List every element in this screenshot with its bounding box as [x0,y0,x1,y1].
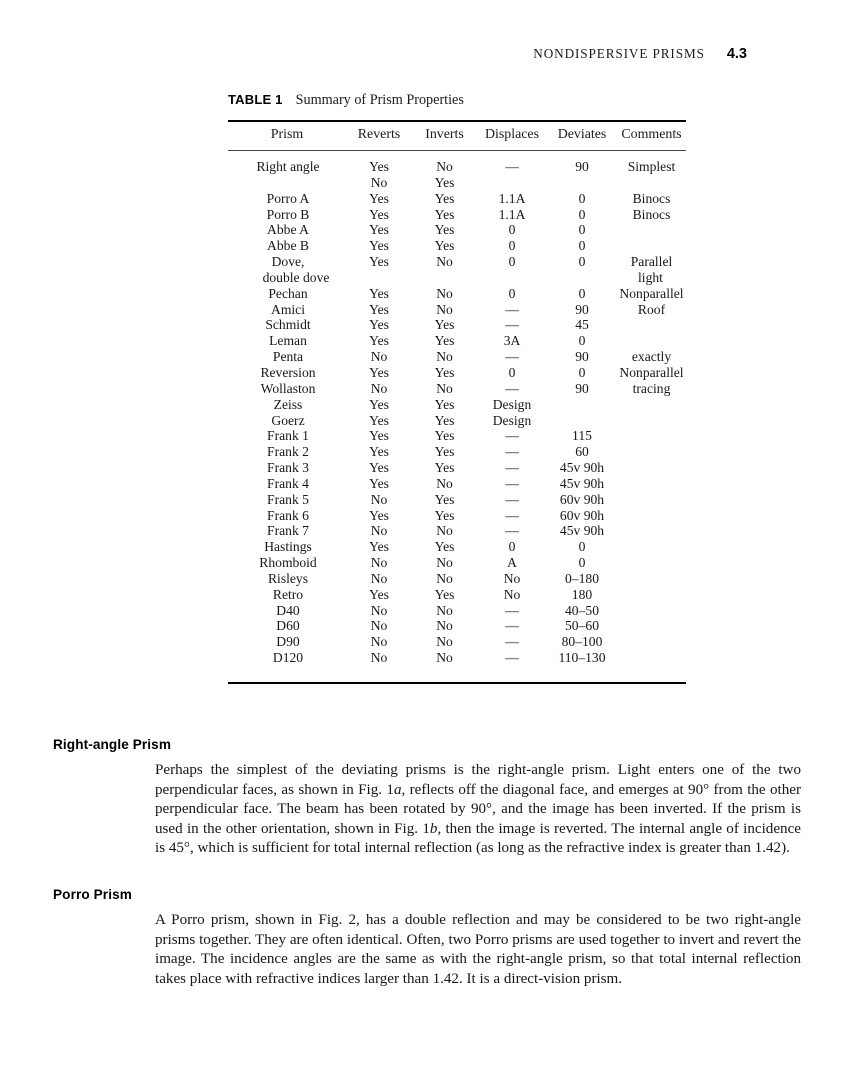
table-cell-inverts: No [436,159,453,174]
table-cell-displaces [477,270,547,286]
table-row [228,397,686,413]
table-cell-inverts: No [436,475,453,491]
table-cell-inverts: Yes [434,412,455,428]
table-cell-inverts: No [436,555,453,571]
table-cell-displaces: 3A [503,333,521,349]
table-cell-prism: D40 [276,602,300,618]
table-cell-deviates: 0–180 [565,570,599,586]
table-row [228,650,686,666]
section-heading: Right-angle Prism [53,737,172,752]
table-cell-displaces: — [505,428,519,444]
table-cell-reverts: Yes [369,238,389,254]
table-cell-deviates: 50–60 [565,618,599,634]
table-cell-reverts: Yes [369,396,389,412]
table-cell-displaces: — [505,349,519,365]
table-cell-reverts: No [370,380,388,396]
table-cell-comments [617,444,686,460]
table-cell-displaces: — [505,380,519,396]
table-cell-deviates: 45v 90h [559,460,605,476]
table-bottom-spacer [228,666,686,683]
table-row [228,222,686,238]
section-heading: Porro Prism [53,887,132,902]
table-cell-reverts: Yes [369,444,389,460]
table-cell-deviates: 40–50 [565,602,599,618]
table-cell-displaces: — [505,507,519,523]
table-cell-displaces: — [505,317,519,333]
table-cell-reverts: Yes [369,586,389,602]
table-cell-reverts: No [370,523,388,539]
table-cell-prism: Frank 4 [267,475,309,491]
table-cell-inverts: Yes [434,507,455,523]
table-cell-comments [617,492,686,508]
table-cell-inverts: No [436,349,453,365]
table-cell-reverts: No [370,349,388,365]
table-cell-inverts [412,270,477,286]
table-cell-deviates: 0 [578,285,586,301]
table-cell-comments: Roof [637,301,666,317]
table-cell-deviates [547,270,617,286]
table-cell-inverts: Yes [434,364,455,380]
table-row [228,151,686,175]
table-cell-reverts: Yes [369,222,389,238]
section-right-angle-prism [53,737,801,859]
table-cell-displaces: — [505,460,519,476]
prism-properties-table [228,120,686,684]
table-cell-inverts: Yes [434,586,455,602]
table-cell-displaces: — [505,602,519,618]
table-cell-prism: D120 [272,650,304,666]
table-cell-deviates: 0 [578,190,586,206]
table-row [228,428,686,444]
table-cell-comments [617,603,686,619]
table-cell-inverts: Yes [434,190,455,206]
table-cell-comments [617,476,686,492]
table-cell-prism: Abbe A [267,222,309,238]
table-cell-deviates: 0 [578,555,586,571]
table-cell-prism: Dove, [271,254,305,270]
table-cell-comments: Binocs [632,190,671,206]
table-header-row [228,121,686,151]
table-cell-prism: D60 [276,618,300,634]
table-cell-deviates [547,397,617,413]
table-cell-prism: double dove [262,269,330,285]
table-cell-reverts: Yes [369,412,389,428]
table-row [228,333,686,349]
table-cell-inverts: No [436,602,453,618]
table-cell-displaces [477,175,547,191]
spacer-cell [617,666,686,683]
table-cell-deviates: 90 [575,380,589,396]
table-cell-comments [617,555,686,571]
table-cell-prism: Right angle [256,159,320,174]
table-cell-reverts: Yes [369,333,389,349]
table-cell-displaces: 0 [508,539,516,555]
table-cell-displaces: 0 [508,238,516,254]
table-row [228,238,686,254]
table-cell-deviates: 90 [575,159,589,174]
table-cell-reverts: Yes [369,254,389,270]
table-cell-comments: Nonparallel [619,285,684,301]
table-cell-deviates: 0 [578,333,586,349]
table-cell-comments [617,428,686,444]
table-cell-reverts: No [370,650,388,666]
table-cell-inverts: No [436,618,453,634]
table-cell-inverts: No [436,254,453,270]
table-label: TABLE 1 [228,92,283,107]
table-row [228,508,686,524]
table-cell-comments [617,618,686,634]
table-cell-prism: Zeiss [273,396,303,412]
table-cell-inverts: Yes [434,206,455,222]
table-cell-comments: exactly [631,349,672,365]
table-cell-reverts [346,270,412,286]
table-cell-displaces: 1.1A [498,206,526,222]
table-cell-prism: Porro B [266,206,310,222]
table-cell-inverts: Yes [434,396,455,412]
table-cell-prism: Hastings [264,539,312,555]
table-body [228,151,686,683]
table-cell-deviates: 90 [575,301,589,317]
column-header-deviates: Deviates [557,127,607,142]
table-cell-reverts: No [370,491,388,507]
table-cell-reverts: Yes [369,301,389,317]
table-cell-deviates: 45v 90h [559,523,605,539]
table-cell-prism: Frank 2 [267,444,309,460]
table-cell-deviates: 90 [575,349,589,365]
table-cell-inverts: Yes [434,238,455,254]
table-cell-comments [617,333,686,349]
table-cell-deviates: 60v 90h [559,491,605,507]
table-cell-displaces: — [505,634,519,650]
table-cell-inverts: Yes [434,317,455,333]
table-cell-reverts: No [370,174,388,190]
table-cell-inverts: Yes [434,174,455,190]
table-cell-deviates: 0 [578,238,586,254]
figure-reference: a [393,781,402,798]
table-cell-deviates: 0 [578,222,586,238]
table-cell-reverts: Yes [369,460,389,476]
table-cell-prism: D90 [276,634,300,650]
table-cell-deviates: 115 [572,428,592,444]
table-cell-displaces: Design [492,412,532,428]
table-cell-displaces: No [503,570,521,586]
table-cell-prism: Pechan [268,285,308,301]
table-cell-inverts: Yes [434,444,455,460]
spacer-cell [346,666,412,683]
table-cell-reverts: Yes [369,206,389,222]
table-cell-comments: Simplest [627,159,676,174]
table-cell-comments [617,634,686,650]
table-cell-inverts: Yes [434,491,455,507]
table-row [228,207,686,223]
table-row [228,444,686,460]
table-cell-inverts: No [436,380,453,396]
table-cell-comments [617,523,686,539]
table-cell-displaces: A [507,555,517,571]
table-cell-displaces: 0 [508,364,516,380]
table-cell-inverts: No [436,301,453,317]
table-cell-prism: Frank 5 [267,491,309,507]
prism-properties-table-block [228,92,686,684]
table-cell-displaces: — [505,301,519,317]
table-cell-comments [617,539,686,555]
table-cell-reverts: Yes [369,428,389,444]
table-cell-prism: Reversion [260,364,316,380]
table-cell-displaces: 0 [508,222,516,238]
table-cell-comments [617,508,686,524]
table-cell-displaces: 0 [508,285,516,301]
table-cell-prism: Amici [271,301,305,317]
table-cell-deviates: 110–130 [558,650,606,666]
table-cell-prism: Goerz [271,412,305,428]
table-cell-deviates: 80–100 [561,634,603,650]
column-header-displaces: Displaces [484,127,539,142]
table-cell-prism: Porro A [266,190,310,206]
section-paragraph: Perhaps the simplest of the deviating prisms is the right-angle prism. Light enters one of the two perpendicular faces, as shown in Fig. 1a, reflects off the diagonal face, and emerges at 90° from the other perpendicular face. The beam has been rotated by 90°, and the image has been inverted. If the prism is used in the other orientation, shown in Fig. 1b, then the image is reverted. The internal angle of incidence is 45°, which is sufficient for total internal reflection (as long as the refractive index is greater than 1.42). [155,762,801,857]
table-cell-deviates: 60v 90h [559,507,605,523]
table-cell-displaces: — [505,650,519,666]
table-cell-reverts: No [370,555,388,571]
table-cell-displaces: 0 [508,254,516,270]
figure-reference: b [429,820,438,837]
table-cell-inverts: Yes [434,222,455,238]
table-cell-comments: Nonparallel [619,364,684,380]
table-cell-inverts: Yes [434,539,455,555]
table-cell-displaces: — [505,159,519,174]
running-head-title: NONDISPERSIVE PRISMS [533,46,705,61]
table-cell-inverts: No [436,523,453,539]
table-cell-displaces: — [505,475,519,491]
table-cell-prism: Frank 7 [267,523,309,539]
table-cell-comments [617,571,686,587]
table-cell-comments [617,238,686,254]
table-row [228,523,686,539]
table-cell-deviates: 0 [578,254,586,270]
table-cell-deviates [547,175,617,191]
table-row [228,381,686,397]
column-header-reverts: Reverts [357,127,401,142]
table-row [228,413,686,429]
column-header-comments: Comments [621,127,682,142]
section-porro-prism [53,887,801,989]
table-cell-comments [617,222,686,238]
table-cell-prism: Frank 1 [267,428,309,444]
table-cell-prism: Frank 6 [267,507,309,523]
table-cell-prism: Leman [269,333,307,349]
table-cell-prism: Penta [272,349,304,365]
table-cell-prism [228,175,346,191]
table-cell-comments [617,650,686,666]
spacer-cell [547,666,617,683]
table-cell-reverts: Yes [369,317,389,333]
table-cell-deviates: 45 [575,317,589,333]
table-cell-comments [617,460,686,476]
table-row [228,460,686,476]
column-header-inverts: Inverts [425,127,464,142]
table-cell-comments: Parallel [630,254,673,270]
table-cell-prism: Schmidt [265,317,311,333]
table-cell-deviates [547,413,617,429]
table-cell-displaces: No [503,586,521,602]
spacer-cell [477,666,547,683]
table-cell-comments: light [638,269,663,285]
table-cell-deviates: 0 [578,206,586,222]
table-row [228,476,686,492]
table-row [228,492,686,508]
table-row [228,254,686,270]
table-cell-inverts: No [436,570,453,586]
table-cell-prism: Wollaston [260,380,316,396]
table-cell-inverts: No [436,650,453,666]
page-number: 4.3 [726,46,747,62]
table-row [228,634,686,650]
table-cell-reverts: Yes [369,507,389,523]
table-cell-displaces: — [505,523,519,539]
table-cell-prism: Rhomboid [259,555,317,571]
table-cell-displaces: Design [492,396,532,412]
table-cell-reverts: No [370,602,388,618]
table-cell-comments: Binocs [632,206,671,222]
table-caption-text: Summary of Prism Properties [295,92,464,108]
table-row [228,286,686,302]
table-row [228,555,686,571]
table-cell-deviates: 0 [578,539,586,555]
table-row [228,349,686,365]
table-cell-displaces: 1.1A [498,190,526,206]
table-row [228,603,686,619]
spacer-cell [228,666,346,683]
table-cell-prism: Retro [272,586,304,602]
table-row [228,539,686,555]
table-cell-prism: Frank 3 [267,460,309,476]
table-cell-reverts: No [370,618,388,634]
running-head [533,46,747,62]
table-cell-reverts: Yes [369,475,389,491]
table-row [228,191,686,207]
table-cell-deviates: 45v 90h [559,475,605,491]
table-cell-reverts: Yes [369,539,389,555]
table-cell-reverts: Yes [369,190,389,206]
table-cell-reverts: No [370,570,388,586]
table-row [228,270,686,286]
table-cell-inverts: No [436,634,453,650]
table-cell-inverts: Yes [434,460,455,476]
table-cell-inverts: Yes [434,333,455,349]
table-cell-prism: Abbe B [267,238,309,254]
table-cell-deviates: 180 [571,586,593,602]
table-row [228,587,686,603]
table-caption [228,92,686,109]
table-cell-deviates: 60 [575,444,589,460]
table-cell-displaces: — [505,491,519,507]
table-cell-comments [617,587,686,603]
table-row [228,302,686,318]
table-cell-comments [617,317,686,333]
table-cell-comments [617,413,686,429]
table-cell-reverts: No [370,634,388,650]
table-cell-comments: tracing [632,380,671,396]
table-cell-reverts: Yes [369,285,389,301]
table-cell-deviates: 0 [578,364,586,380]
table-cell-inverts: No [436,285,453,301]
table-cell-reverts: Yes [369,364,389,380]
table-cell-reverts: Yes [369,159,389,174]
table-cell-prism: Risleys [267,570,309,586]
table-cell-comments [617,175,686,191]
spacer-cell [412,666,477,683]
column-header-prism: Prism [270,127,304,142]
table-cell-displaces: — [505,444,519,460]
table-row [228,571,686,587]
table-cell-comments [617,397,686,413]
table-row [228,618,686,634]
section-paragraph: A Porro prism, shown in Fig. 2, has a double reflection and may be considered to be two right-angle prisms together. They are often identical. Often, two Porro prisms are used together to invert and revert the image. The incidence angles are the same as with the right-angle prism, so that total internal reflection takes place with refractive indices larger than 1.42. It is a direct-vision prism. [155,912,801,987]
table-cell-inverts: Yes [434,428,455,444]
table-row [228,365,686,381]
table-header [228,121,686,151]
table-row [228,175,686,191]
table-cell-displaces: — [505,618,519,634]
table-row [228,317,686,333]
